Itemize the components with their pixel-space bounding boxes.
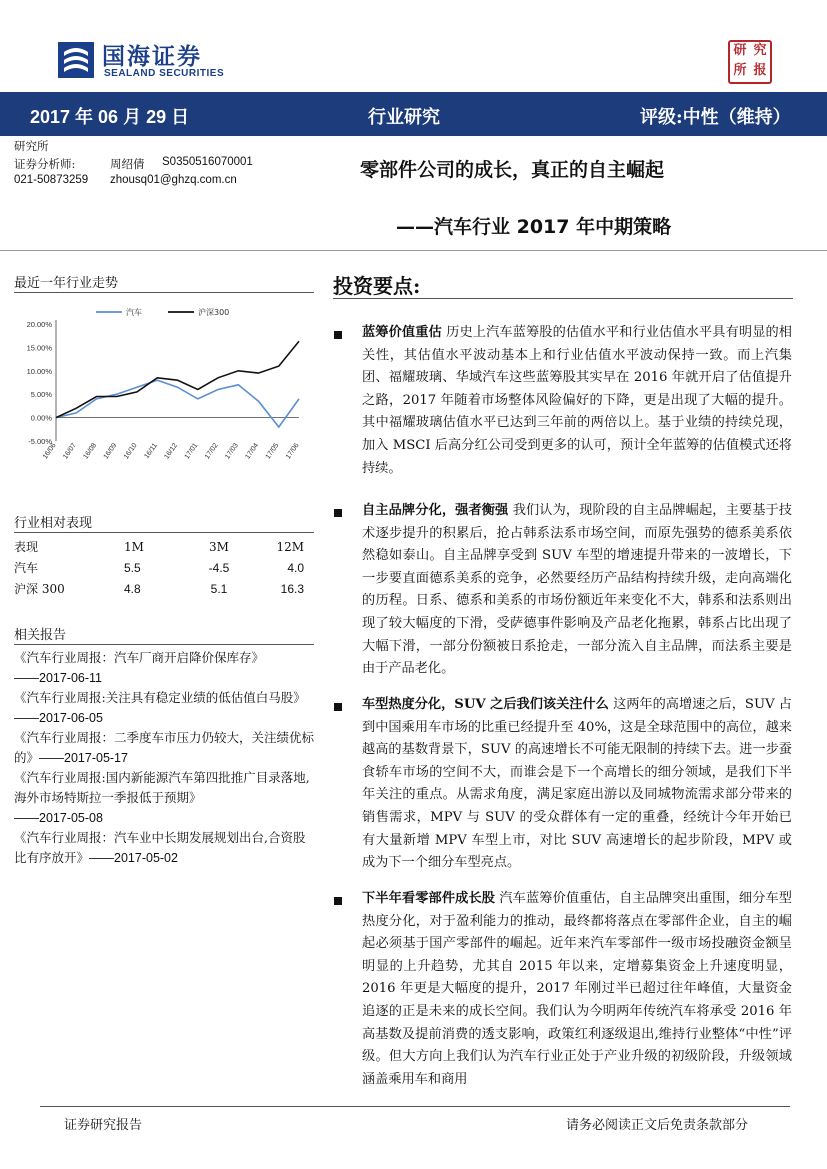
table-cell: -4.5 (208, 560, 230, 575)
logo-text-en: SEALAND SECURITIES (104, 68, 225, 79)
table-header-cell: 表现 (14, 540, 39, 554)
list-item[interactable] (14, 728, 314, 768)
x-tick-label: 16/10 (122, 442, 139, 461)
report-date: ——2017-06-05 (14, 711, 103, 725)
x-tick-label: 17/03 (224, 442, 240, 461)
series-line (56, 380, 299, 427)
x-tick-label: 17/04 (244, 442, 261, 461)
report-date: ——2017-05-17 (39, 751, 128, 765)
table-cell: 5.1 (210, 581, 228, 596)
seal-char: 报 (753, 63, 767, 78)
bullet-square-icon (334, 897, 342, 905)
reports-heading: 相关报告 (14, 628, 67, 643)
point-text: 历史上汽车蓝筹股的估值水平和行业估值水平具有明显的相关性，其估值水平波动基本上和行业估值水平波动保持一致。而上汽集团、福耀玻璃、华域汽车这些蓝筹股其实早在 2016 年就开启了估值提升之路，2017 年随着市场整体风险偏好的下降，更是出现了大幅的提升。其中福耀玻璃估值水平已达到三年前的两倍以上。基于业绩的持续兑现，加入 MSCI 后高分红公司受到更多的认可，预计全年蓝筹的估值模式还将持续。 (362, 325, 792, 476)
table-row (14, 578, 304, 599)
point-lead: 下半年看零部件成长股 (362, 891, 496, 906)
analyst-role: 证券分析师: (14, 157, 76, 171)
table-header-cell: 1M (124, 539, 144, 554)
list-item[interactable] (14, 828, 314, 868)
legend-label: 沪深300 (198, 308, 230, 317)
analyst-email[interactable]: zhousq01@ghzq.com.cn (110, 174, 237, 186)
y-tick-label: 20.00% (26, 320, 52, 329)
analyst-cert: S0350516070001 (162, 156, 253, 168)
bullet-square-icon (334, 509, 342, 517)
investment-point (362, 322, 792, 480)
table-row (14, 536, 304, 557)
perf-heading: 行业相对表现 (14, 516, 93, 531)
trend-heading: 最近一年行业走势 (14, 276, 119, 291)
report-title-link[interactable]: 《汽车行业周报：二季度车市压力仍较大，关注绩优标的》 (14, 730, 315, 765)
report-subtitle: ——汽车行业 2017 年中期策略 (396, 216, 672, 238)
x-tick-label: 17/02 (203, 442, 220, 461)
reports-heading-rule (14, 644, 314, 645)
report-rating: 评级:中性（维持） (640, 107, 791, 128)
list-item[interactable] (14, 688, 314, 728)
list-item[interactable] (14, 648, 314, 688)
report-title-link[interactable]: 《汽车行业周报：汽车厂商开启降价保库存》 (14, 650, 265, 665)
dept-label: 研究所 (14, 139, 49, 153)
report-title-link[interactable]: 《汽车行业周报:关注具有稳定业绩的低估值白马股》 (14, 690, 306, 705)
y-tick-label: -5.00% (28, 437, 52, 446)
footer-left-text: 证券研究报告 (64, 1118, 143, 1133)
research-seal-stamp (728, 40, 772, 84)
list-item[interactable] (14, 768, 314, 828)
x-tick-label: 17/01 (183, 442, 200, 461)
seal-char: 研 (733, 43, 747, 58)
footer-disclaimer-link[interactable]: 请务必阅读正文后免责条款部分 (566, 1118, 749, 1133)
y-tick-label: 10.00% (26, 366, 52, 376)
point-lead: 自主品牌分化，强者衡强 (362, 503, 509, 518)
report-type: 行业研究 (368, 107, 440, 128)
logo-text-cn: 国海证券 (102, 44, 202, 70)
x-tick-label: 16/11 (143, 442, 159, 461)
report-title-link[interactable]: 《汽车行业周报：汽车业中长期发展规划出台,合资股比有序放开》 (14, 830, 306, 865)
sealand-logo-icon (58, 42, 94, 78)
investment-heading: 投资要点: (333, 274, 421, 298)
point-text: 这两年的高增速之后，SUV 占到中国乘用车市场的比重已经提升至 40%，这是全球范围中的高位，越来越高的基数背景下，SUV 的高速增长不可能无限制的持续下去。进一步蚕食轿车市场的空间不大，而谁会是下一个高增长的细分领域，是我们下半年关注的重点。从需求角度，满足家庭出游以及同城物流需求部分带来的销售需求，MPV 与 SUV 的受众群体有一定的重叠，经统计今年开始已有大量新增 MPV 车型上市，对比 SUV 高速增长的起步阶段，MPV 或成为下一个细分车型亮点。 (362, 697, 792, 871)
point-text: 我们认为，现阶段的自主品牌崛起，主要基于技术逐步提升的积累后，抢占韩系法系市场空间，而原先强势的德系美系依然稳如泰山。自主品牌享受到 SUV 车型的增速提升带来的一波增长，下一步要直面德系美系的竞争，必然要经历产品结构持续升级，走向高端化的历程。日系、德系和美系的市场份额近年来变化不大，韩系和法系则出现了较大幅度的下滑，受萨德事件影响及产品老化拖累，韩系占比出现了大幅下滑，一部分份额被日系抢走，一部分流入自主品牌，而法系主要是由于产品老化。 (362, 503, 792, 677)
y-tick-label: 5.00% (30, 390, 52, 400)
table-cell: 5.5 (124, 560, 141, 575)
industry-trend-chart (14, 298, 314, 473)
x-tick-label: 16/07 (62, 442, 78, 461)
report-date: ——2017-05-02 (89, 851, 178, 865)
table-row (14, 557, 304, 578)
investment-point (362, 500, 792, 681)
report-date: ——2017-05-08 (14, 811, 103, 825)
x-tick-label: 16/12 (163, 442, 180, 461)
investment-heading-rule (333, 298, 793, 299)
title-divider (0, 250, 827, 251)
perf-heading-rule (14, 532, 314, 533)
legend-label: 汽车 (126, 308, 142, 317)
table-cell: 汽车 (14, 561, 39, 575)
table-header-cell: 3M (209, 539, 229, 554)
investment-point (362, 888, 792, 1091)
footer-rule (40, 1106, 790, 1107)
report-date: ——2017-06-11 (14, 671, 103, 685)
table-cell: 16.3 (280, 581, 304, 596)
y-tick-label: 15.00% (26, 343, 52, 353)
report-title-link[interactable]: 《汽车行业周报:国内新能源汽车第四批推广目录落地,海外市场特斯拉一季报低于预期》 (14, 770, 310, 805)
perf-table (14, 536, 304, 599)
bullet-square-icon (334, 703, 342, 711)
point-lead: 蓝筹价值重估 (362, 325, 442, 340)
bullet-square-icon (334, 331, 342, 339)
seal-char: 所 (733, 63, 747, 78)
x-tick-label: 17/06 (284, 442, 301, 461)
x-tick-label: 16/09 (102, 442, 119, 461)
trend-heading-rule (14, 292, 314, 293)
table-cell: 4.8 (124, 581, 141, 596)
seal-char: 究 (753, 43, 767, 58)
investment-point (362, 694, 792, 875)
y-tick-label: 0.00% (30, 413, 52, 423)
report-title: 零部件公司的成长，真正的自主崛起 (360, 159, 665, 181)
x-tick-label: 16/06 (41, 442, 58, 461)
analyst-name: 周绍倩 (110, 157, 145, 171)
table-cell: 4.0 (287, 560, 304, 575)
point-lead: 车型热度分化，SUV 之后我们该关注什么 (362, 697, 609, 712)
analyst-phone: 021-50873259 (14, 174, 89, 186)
table-header-cell: 12M (276, 539, 304, 554)
x-tick-label: 17/05 (264, 442, 281, 461)
x-tick-label: 16/08 (82, 442, 99, 461)
table-cell: 沪深 300 (14, 582, 65, 596)
related-reports-list (14, 648, 314, 868)
report-date: 2017 年 06 月 29 日 (30, 107, 190, 127)
point-text: 汽车蓝筹价值重估，自主品牌突出重围，细分车型热度分化，对于盈利能力的推动，最终都将落点在零部件企业，自主的崛起必须基于国产零部件的崛起。近年来汽车零部件一级市场投融资金额呈明显的上升趋势，尤其自 2015 年以来，定增募集资金上升速度明显，2016 年更是大幅度的提升，2017 年刚过半已超过往年峰值，大量资金追逐的正是未来的成长空间。我们认为今明两年传统汽车将承受 2016 年高基数及提前消费的透支影响，政策红利逐级退出,维持行业整体“中性”评级。但大方向上我们认为汽车行业正处于产业升级的初级阶段，升级领域涵盖乘用车和商用 (362, 891, 792, 1087)
